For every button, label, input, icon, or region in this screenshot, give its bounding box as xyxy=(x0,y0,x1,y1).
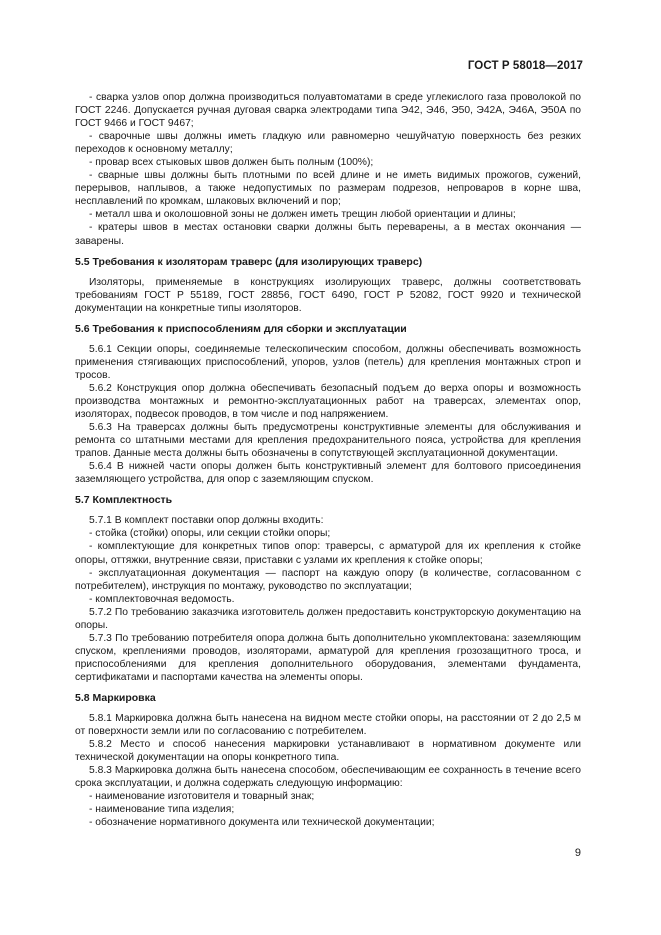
paragraph: 5.6.4 В нижней части опоры должен быть конструктивный элемент для болтового присоединения заземляющего устройства, для опор с заземляющим спуском. xyxy=(75,461,581,486)
paragraph: - металл шва и околошовной зоны не должен иметь трещин любой ориентации и длины; xyxy=(89,209,516,221)
paragraph: - комплектующие для конкретных типов опор: траверсы, с арматурой для их крепления к стойке опоры, оттяжки, внутренние связи, приставки с узлами их крепления к стойке опоры; xyxy=(75,541,581,566)
paragraph: 5.7.3 По требованию потребителя опора должна быть дополнительно укомплектована: заземляющим спуском, креплениями проводов, изоляторами, арматурой для крепления грозозащитного троса, и приспособлениями для крепления дополнительного оборудования, элементами фундамента, сертификатами и паспортами качества на элементы опоры. xyxy=(75,632,581,683)
paragraph: Изоляторы, применяемые в конструкциях изолирующих траверс, должны соответствовать требованиям ГОСТ Р 55189, ГОСТ 28856, ГОСТ 6490, ГОСТ Р 52082, ГОСТ 9920 и технической документации на конкретные типы изоляторов. xyxy=(75,276,581,314)
paragraph: - сварочные швы должны иметь гладкую или равномерно чешуйчатую поверхность без резких переходов к основному металлу; xyxy=(75,131,581,156)
paragraph: - стойка (стойки) опоры, или секции стойки опоры; xyxy=(89,528,331,540)
paragraph: - наименование типа изделия; xyxy=(89,804,235,816)
paragraph: 5.8.3 Маркировка должна быть нанесена способом, обеспечивающим ее сохранность в течение всего срока эксплуатации, и должна содержать следующую информацию: xyxy=(75,765,581,790)
paragraph: 5.6.2 Конструкция опор должна обеспечивать безопасный подъем до верха опоры и возможность производства монтажных и ремонтно-эксплуатационных работ на траверсах, элементах опор, изоляторах, подвесок проводов, в том числе и под напряжением. xyxy=(75,382,581,421)
section-heading: 5.8 Маркировка xyxy=(75,691,156,704)
paragraph: - кратеры швов в местах остановки сварки должны быть переварены, а в местах окончания — заварены. xyxy=(75,222,581,247)
paragraph: - провар всех стыковых швов должен быть полным (100%); xyxy=(89,157,374,169)
section-heading: 5.7 Комплектность xyxy=(75,494,173,507)
paragraph: 5.7.1 В комплект поставки опор должны входить: xyxy=(89,515,324,527)
paragraph: 5.8.2 Место и способ нанесения маркировки устанавливают в нормативном документе или технической документации на опоры конкретного типа. xyxy=(75,739,581,764)
paragraph: - наименование изготовителя и товарный знак; xyxy=(89,791,315,803)
paragraph: 5.8.1 Маркировка должна быть нанесена на видном месте стойки опоры, на расстоянии от 2 до 2,5 м от поверхности земли или по согласованию с потребителем. xyxy=(75,713,581,738)
paragraph: 5.6.1 Секции опоры, соединяемые телескопическим способом, должны обеспечивать возможность применения стягивающих приспособлений, упоров, узлов (петель) для крепления монтажных строп и тросов. xyxy=(75,343,581,381)
section-heading: 5.5 Требования к изоляторам траверс (для изолирующих траверс) xyxy=(75,255,423,268)
page-number: 9 xyxy=(574,847,581,859)
paragraph: - сварные швы должны быть плотными по всей длине и не иметь видимых прожогов, сужений, перерывов, наплывов, а также недопустимых по размерам подрезов, непроваров в корне шва, несплавлений по кромкам, шлаковых включений и пор; xyxy=(75,170,581,208)
paragraph: 5.7.2 По требованию заказчика изготовитель должен предоставить конструкторскую документацию на опоры. xyxy=(75,606,581,631)
section-heading: 5.6 Требования к приспособлениям для сборки и эксплуатации xyxy=(75,322,407,335)
paragraph: - эксплуатационная документация — паспорт на каждую опору (в количестве, согласованном с потребителем), инструкция по монтажу, руководство по эксплуатации; xyxy=(75,567,581,592)
paragraph: - обозначение нормативного документа или технической документации; xyxy=(89,817,435,829)
paragraph: 5.6.3 На траверсах должны быть предусмотрены конструктивные элементы для обслуживания и ремонта со штатными местами для крепления предохранительного пояса, устройства для крепления трапов. Данные места должны быть обозначены в сопутствующей эксплуатационной документации. xyxy=(75,422,581,460)
paragraph: - комплектовочная ведомость. xyxy=(89,593,235,605)
paragraph: - сварка узлов опор должна производиться полуавтоматами в среде углекислого газа проволокой по ГОСТ 2246. Допускается ручная дуговая сварка электродами типа Э42, Э46, Э50, Э42А, Э46А, Э50А по ГОСТ 9466 и ГОСТ 9467; xyxy=(75,92,581,130)
document-body xyxy=(75,91,581,829)
document-header: ГОСТ Р 58018—2017 xyxy=(467,60,583,72)
